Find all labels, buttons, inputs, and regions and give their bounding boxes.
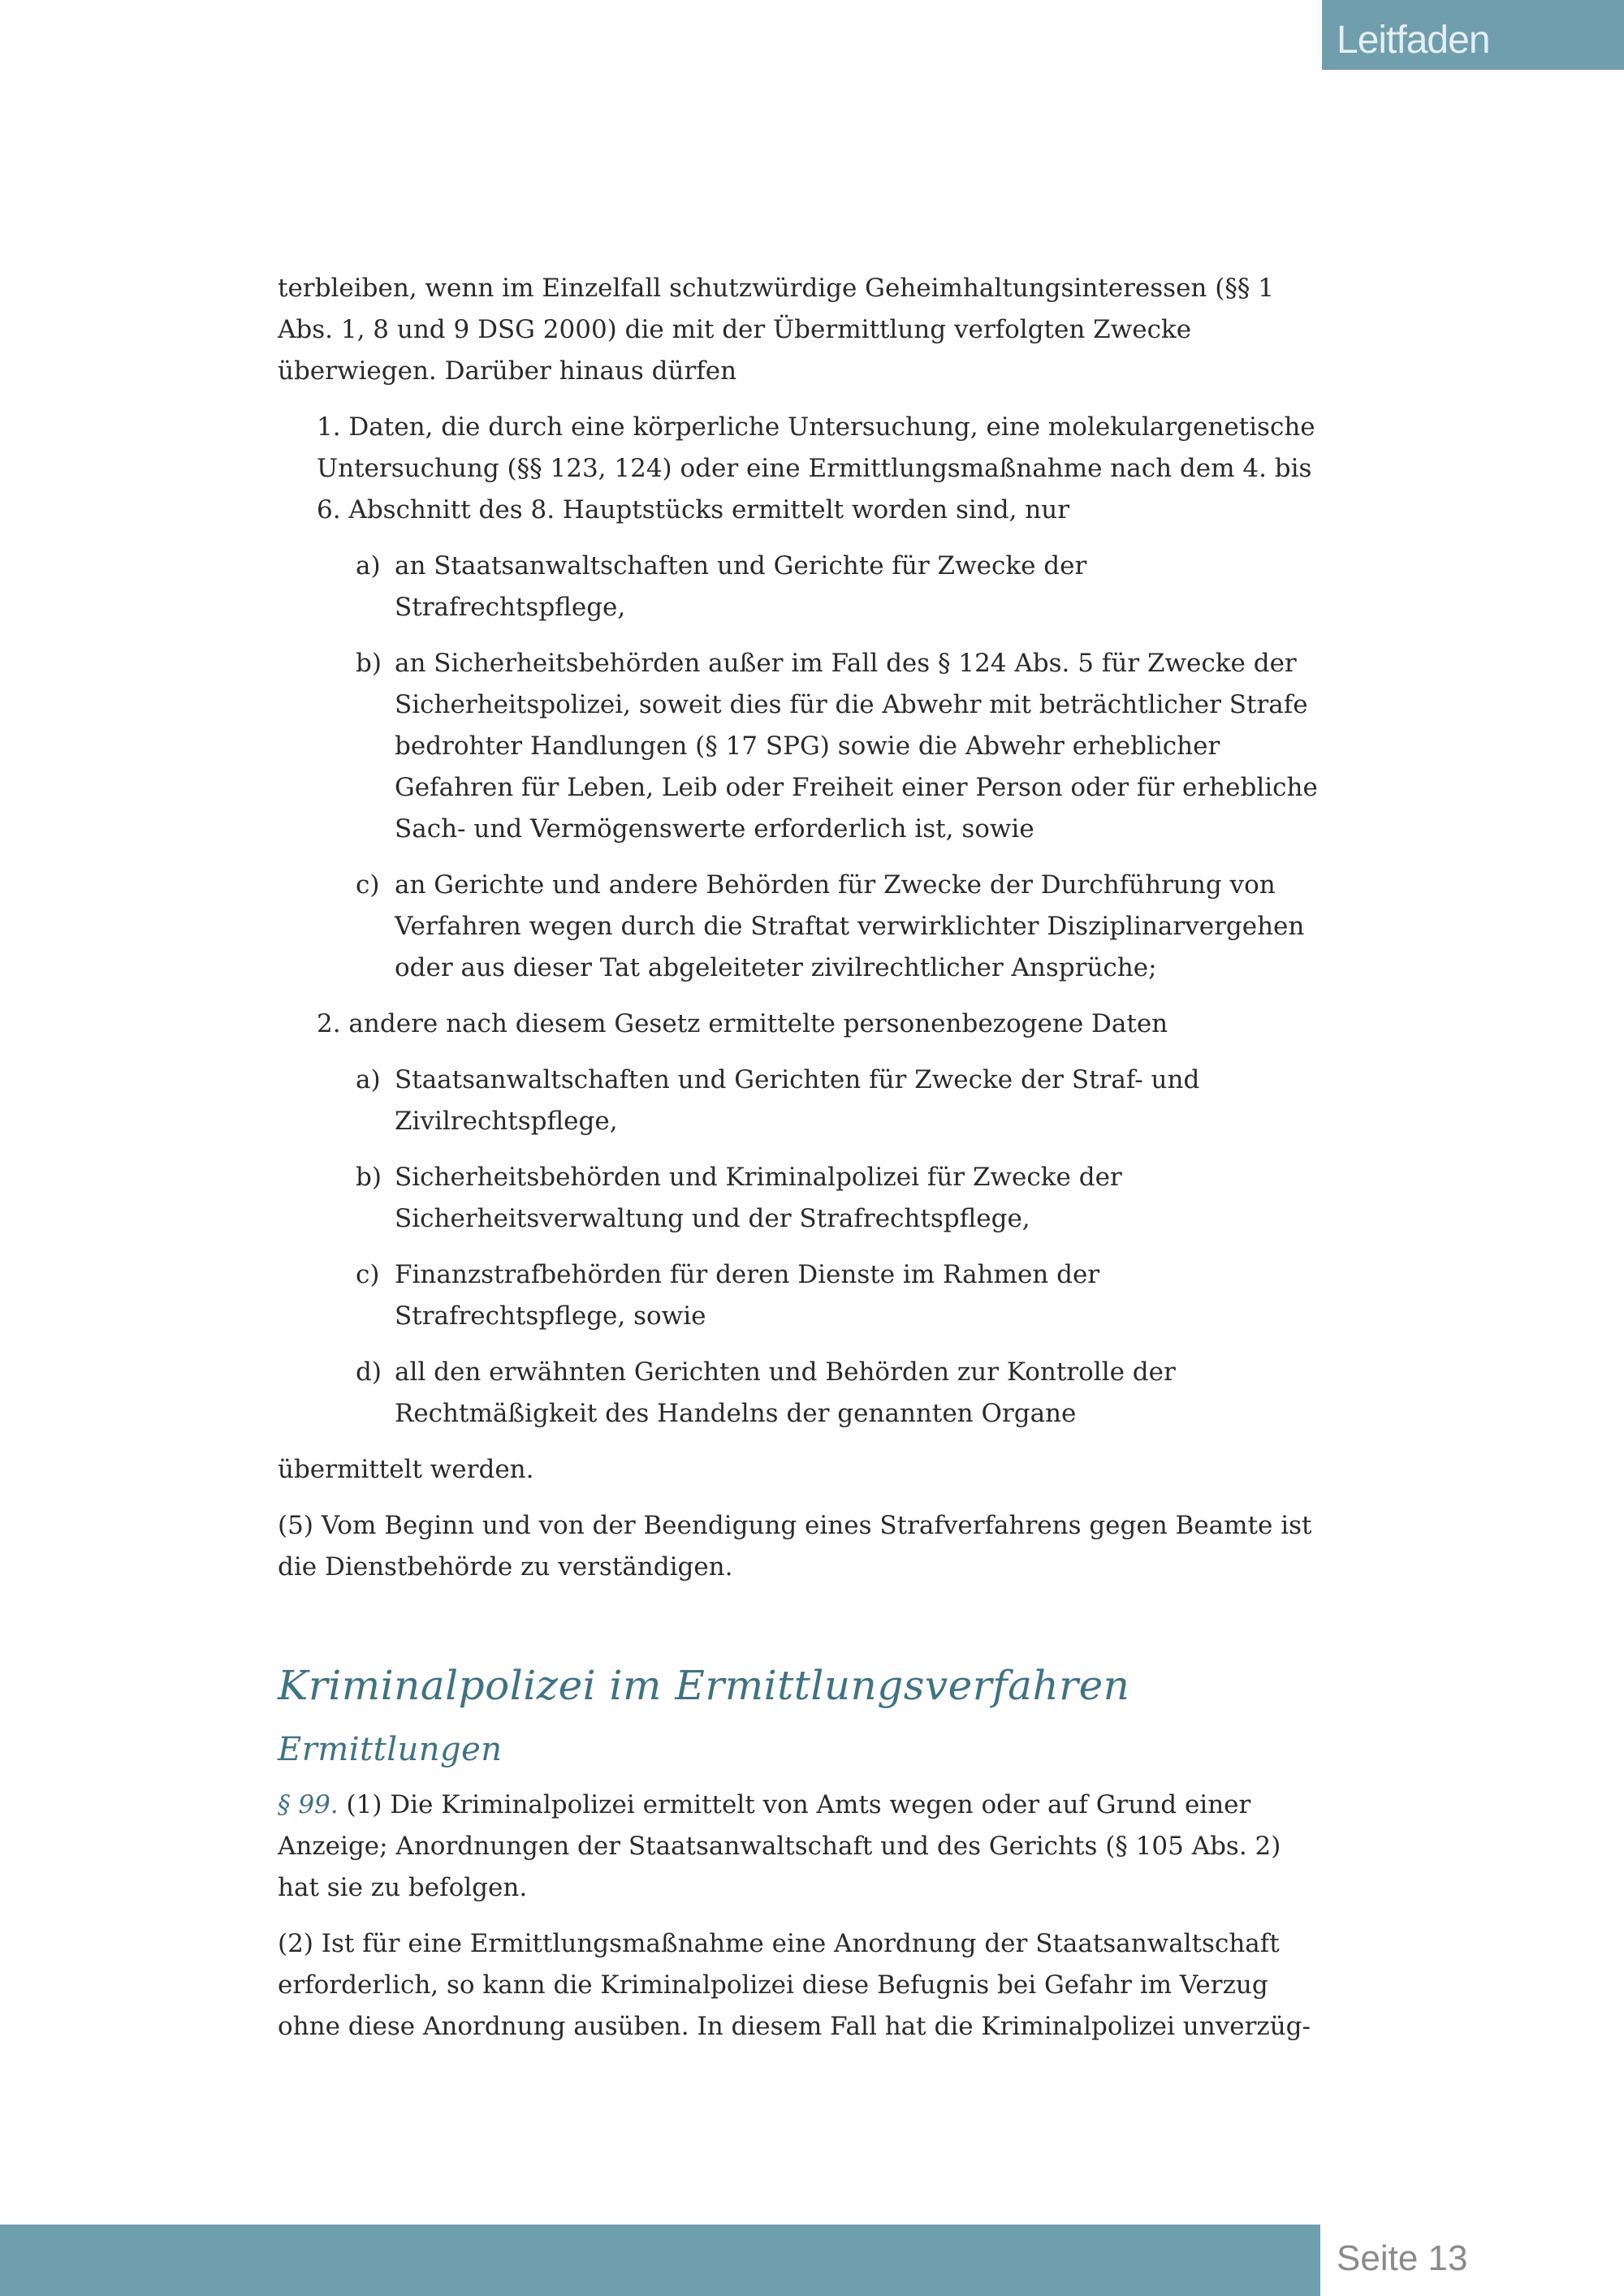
- paragraph-ref: § 99.: [278, 1790, 339, 1819]
- list-marker: c): [356, 870, 380, 900]
- page-content: [278, 268, 1325, 2062]
- list-item-1c: [278, 865, 1325, 989]
- list-text: Sicherheitsbehörden und Kriminalpolizei für Zwecke der Sicherheitsverwaltung und der Strafrechtspflege,: [395, 1163, 1122, 1233]
- list-item-2c: [278, 1254, 1325, 1337]
- list-text: all den erwähnten Gerichten und Behörden zur Kontrolle der Rechtmäßigkeit des Handelns der genannten Organe: [395, 1357, 1176, 1428]
- list-item-1: 1. Daten, die durch eine körperliche Untersuchung, eine molekulargenetische Untersuchung (§§ 123, 124) oder eine Ermittlungsmaßnahme nach dem 4. bis 6. Abschnitt des 8. Hauptstücks ermittelt worden sind, nur: [317, 412, 1315, 524]
- paragraph-99-1: [278, 1785, 1325, 1909]
- list-marker: b): [356, 1163, 382, 1192]
- list-marker: c): [356, 1260, 380, 1289]
- list-text: Staatsanwaltschaften und Gerichten für Zwecke der Straf- und Zivilrechtspflege,: [395, 1065, 1200, 1136]
- list-marker: d): [356, 1357, 382, 1387]
- list-item-1a: [278, 546, 1325, 628]
- list-marker: a): [356, 1065, 381, 1094]
- list-item-1b: [278, 643, 1325, 850]
- list-item-2b: [278, 1157, 1325, 1240]
- header-tab: Leitfaden: [1322, 0, 1624, 70]
- paragraph-99-1-text: (1) Die Kriminalpolizei ermittelt von Amts wegen oder auf Grund einer Anzeige; Anordnungen der Staatsanwaltschaft und des Gerichts (§ 105 Abs. 2) hat sie zu befolgen.: [278, 1790, 1281, 1902]
- intro-paragraph: terbleiben, wenn im Einzelfall schutzwürdige Geheimhaltungsinteressen (§§ 1 Abs. 1, 8 und 9 DSG 2000) die mit der Übermittlung verfolgten Zwecke überwiegen. Darüber hinaus dürfen: [278, 274, 1274, 386]
- list-text: an Staatsanwaltschaften und Gerichte für Zwecke der Strafrechtspflege,: [395, 551, 1087, 622]
- footer-bar: [0, 2225, 1320, 2296]
- list-item-2a: [278, 1060, 1325, 1142]
- list-item-2d: [278, 1352, 1325, 1435]
- closing-line: übermittelt werden.: [278, 1455, 534, 1484]
- page-number: Seite 13: [1337, 2238, 1468, 2278]
- list-text: an Sicherheitsbehörden außer im Fall des § 124 Abs. 5 für Zwecke der Sicherheitspolizei, soweit dies für die Abwehr mit beträchtlicher Strafe bedrohter Handlungen (§ 17 SPG) sowie die Abwehr erheblicher Gefahren für Leben, Leib oder Freiheit einer Person oder für erhebliche Sach- und Vermögenswerte erforderlich ist, sowie: [395, 649, 1318, 844]
- list-item-2: 2. andere nach diesem Gesetz ermittelte personenbezogene Daten: [317, 1009, 1168, 1038]
- subsection-heading: Ermittlungen: [278, 1731, 503, 1768]
- list-marker: b): [356, 649, 382, 678]
- section-heading: Kriminalpolizei im Ermittlungsverfahren: [278, 1662, 1130, 1709]
- list-text: Finanzstrafbehörden für deren Dienste im Rahmen der Strafrechtspflege, sowie: [395, 1260, 1100, 1331]
- list-marker: a): [356, 551, 381, 580]
- paragraph-99-2: (2) Ist für eine Ermittlungsmaßnahme eine Anordnung der Staatsanwaltschaft erforderlich, so kann die Kriminalpolizei diese Befugnis bei Gefahr im Verzug ohne diese Anordnung ausüben. In diesem Fall hat die Kriminalpolizei unverzüg-: [278, 1929, 1311, 2041]
- paragraph-5: (5) Vom Beginn und von der Beendigung eines Strafverfahrens gegen Beamte ist die Dienstbehörde zu verständigen.: [278, 1511, 1312, 1582]
- list-text: an Gerichte und andere Behörden für Zwecke der Durchführung von Verfahren wegen durch die Straftat verwirklichter Disziplinarvergehen oder aus dieser Tat abgeleiteter zivilrechtlicher Ansprüche;: [395, 870, 1305, 982]
